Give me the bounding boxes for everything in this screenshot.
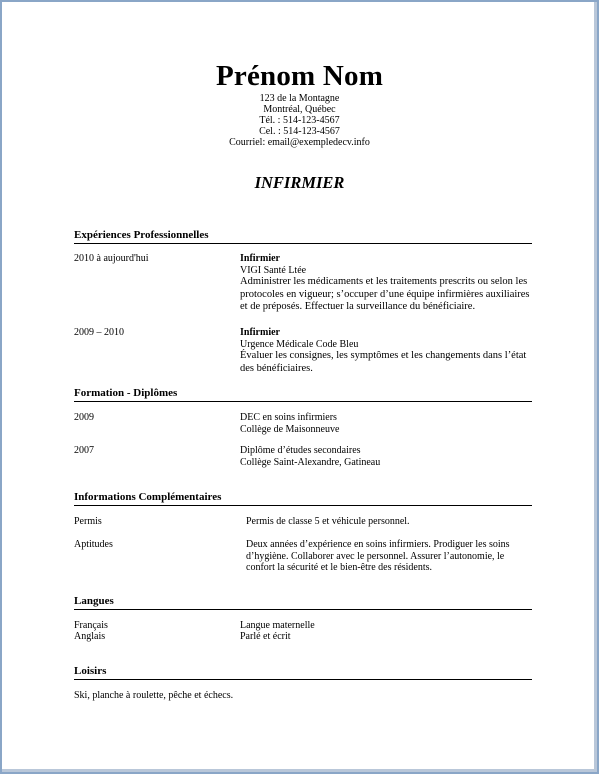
additional-section [74, 491, 532, 573]
education-year: 2007 [74, 445, 94, 456]
experience-employer: VIGI Santé Ltée [240, 264, 307, 276]
languages-section [74, 595, 532, 642]
section-title-hobbies: Loisirs [74, 665, 532, 680]
address-line: 123 de la Montagne [259, 93, 340, 104]
section-title-education: Formation - Diplômes [74, 387, 532, 402]
additional-value: Permis de classe 5 et véhicule personnel. [246, 516, 410, 527]
education-section [74, 387, 532, 468]
additional-label: Permis [74, 516, 102, 527]
section-title-languages: Langues [74, 595, 532, 610]
experience-details [240, 327, 532, 375]
contact-block [2, 93, 597, 148]
section-title-additional: Informations Complémentaires [74, 491, 532, 506]
hobbies-text: Ski, planche à roulette, pêche et échecs. [74, 690, 234, 701]
education-diploma: DEC en soins infirmiers [240, 412, 337, 423]
education-year: 2009 [74, 412, 94, 423]
email-line: Courriel: email@exempledecv.info [229, 137, 370, 148]
experience-role: Infirmier [240, 253, 280, 264]
additional-value: Deux années d’expérience en soins infirmiers. Prodiguer les soins d’hygiène. Collaborer avec le personnel. Assurer l’autonomie, le confort la sécurité et le bien-être des résidents. [246, 539, 510, 573]
job-title: INFIRMIER [254, 173, 345, 192]
experience-period: 2010 à aujourd'hui [74, 253, 149, 264]
education-school: Collège Saint-Alexandre, Gatineau [240, 456, 381, 468]
experience-employer: Urgence Médicale Code Bleu [240, 338, 359, 350]
phone-line: Tél. : 514-123-4567 [259, 115, 340, 126]
cell-line: Cel. : 514-123-4567 [259, 126, 340, 137]
experience-section [74, 229, 532, 374]
language-level: Langue maternelle [240, 620, 315, 631]
candidate-name: Prénom Nom [215, 60, 384, 92]
language-name: Français [74, 620, 108, 631]
education-diploma: Diplôme d’études secondaires [240, 445, 361, 456]
experience-role: Infirmier [240, 327, 280, 338]
hobbies-section [74, 665, 532, 701]
additional-label: Aptitudes [74, 539, 113, 550]
education-details [240, 412, 532, 435]
experience-details [240, 253, 532, 314]
experience-period: 2009 – 2010 [74, 327, 124, 338]
education-school: Collège de Maisonneuve [240, 423, 340, 435]
experience-description: Administrer les médicaments et les traitements prescrits ou selon les protocoles en vigueur; s’occuper d’une équipe infirmières auxiliaires et de préposés. Effectuer la surveillance du bénéficiaire. [240, 276, 530, 312]
language-name: Anglais [74, 631, 106, 642]
education-details [240, 445, 532, 468]
language-level: Parlé et écrit [240, 631, 291, 642]
experience-description: Évaluer les consignes, les symptômes et les changements dans l’état des bénéficiaires. [240, 350, 527, 374]
city-line: Montréal, Québec [263, 104, 336, 115]
section-title-experience: Expériences Professionnelles [74, 229, 532, 244]
